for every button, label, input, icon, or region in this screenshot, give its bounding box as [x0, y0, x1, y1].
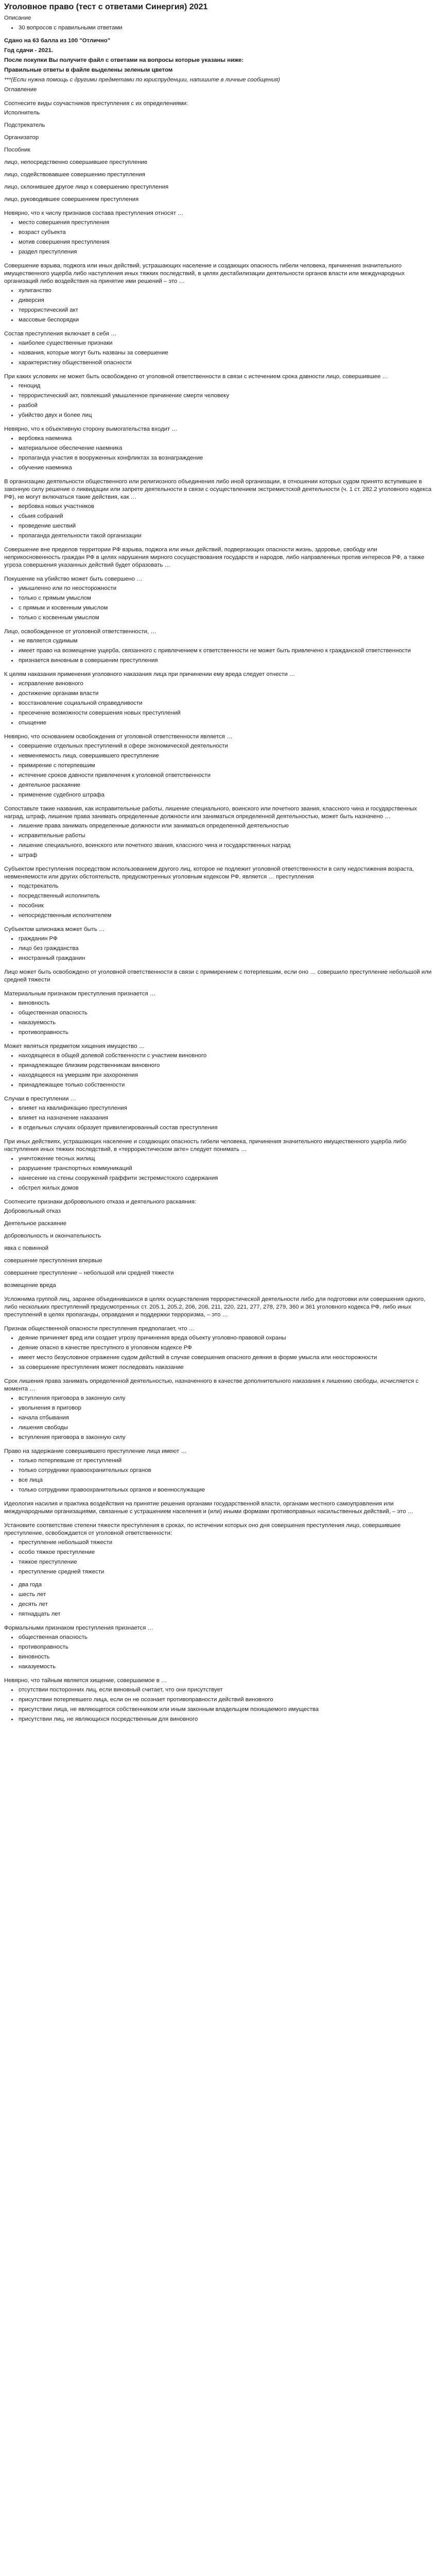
question-text: Формальными признаком преступления признается …	[4, 1625, 153, 1631]
answer-list	[4, 1581, 432, 1618]
answer-option: • невменяемость лица, совершившего преступление	[18, 752, 432, 760]
answer-option: • пропаганда участия в вооруженных конфликтах за вознаграждение	[18, 454, 432, 462]
question-text: Срок лишения права занимать определенной деятельностью, назначенного в качестве дополнительного наказания к лишению свободы, исчисляется с момента …	[4, 1378, 419, 1392]
document-header	[4, 14, 432, 94]
answer-option: • разбой	[18, 402, 432, 410]
question-text: Лицо, освобожденное от уголовной ответственности, …	[4, 629, 156, 635]
question-block	[4, 1677, 432, 1723]
answer-option: • отсутствии посторонних лиц, если виновный считает, что они присутствует	[18, 1686, 432, 1694]
answer-option: • террористический акт, повлекший умышленное причинение смерти человеку	[18, 392, 432, 400]
answer-option: • особо тяжкое преступление	[18, 1549, 432, 1556]
question-text: При каких условиях не может быть освобождено от уголовной ответственности в связи с истечением срока давности лицо, совершившее …	[4, 374, 389, 380]
answer-list	[4, 742, 432, 799]
answer-option: • примирение с потерпевшим	[18, 762, 432, 770]
question-block	[4, 1325, 432, 1371]
page-title: Уголовное право (тест с ответами Синергия) 2021	[4, 3, 208, 11]
answer-option: • массовые беспорядки	[18, 316, 432, 324]
answer-option: • увольнения в приговор	[18, 1404, 432, 1412]
answer-list	[4, 637, 432, 665]
match-item: Подстрекатель	[4, 122, 45, 128]
question-block	[4, 1448, 432, 1494]
answer-option: • имеет место безусловное отражение судом действий в случае совершения опасного деяния в форме умысла или неосторожности	[18, 1354, 432, 1362]
answer-option: • признается виновным в совершении преступления	[18, 657, 432, 665]
question-text: Усложнима группой лиц, заранее объединившихся в целях осуществления террористической деятельности либо для подготовки или совершения одного, либо нескольких преступлений предусмотренных ст. 205.1, 205.2, 206, 208, 211, 220, 221, 277, 278, 279, 360 и 361 уголовного кодекса РФ, либо иных преступлений в целях пропаганды, оправдания и поддержки терроризма, – это …	[4, 1296, 426, 1318]
answer-option: • деяние причиняет вред или создает угрозу причинения вреда объекту уголовно-правовой охраны	[18, 1334, 432, 1342]
match-item: лицо, содействовавшее совершению преступления	[4, 172, 145, 178]
answer-option: • раздел преступления	[18, 248, 432, 256]
answer-option: • иностранный гражданин	[18, 955, 432, 962]
question-text: Невярно, что основанием освобождения от уголовной ответственности является …	[4, 734, 233, 740]
question-block	[4, 426, 432, 472]
answer-option: • общественная опасность	[18, 1634, 432, 1641]
answer-option: • преступление небольшой тяжести	[18, 1539, 432, 1547]
answer-list	[4, 1334, 432, 1371]
question-block	[4, 1522, 432, 1576]
answer-option: • не является судимым	[18, 637, 432, 645]
answer-option: • лишение права занимать определенные должности или заниматься определенной деятельностью	[18, 822, 432, 830]
answer-option: • только сотрудники правоохранительных органов и военнослужащие	[18, 1486, 432, 1494]
answer-option: • истечение сроков давности привлечения к уголовной ответственности	[18, 772, 432, 779]
answer-list	[4, 219, 432, 256]
answer-option: • в отдельных случаях образует привилегированный состав преступления	[18, 1124, 432, 1132]
answer-option: • общественная опасность	[18, 1009, 432, 1017]
answer-list	[4, 287, 432, 324]
header-line: Сдано на 63 балла из 100 "Отлично"	[4, 38, 111, 44]
answer-option: • место совершения преступления	[18, 219, 432, 227]
answer-option: • пособник	[18, 902, 432, 910]
match-item: лицо, руководившее совершением преступления	[4, 196, 139, 202]
answer-option: • разрушение транспортных коммуникаций	[18, 1165, 432, 1173]
match-item: Пособник	[4, 147, 30, 153]
question-block	[4, 628, 432, 665]
answer-option: • убийство двух и более лиц	[18, 412, 432, 419]
answer-option: • применение судебного штрафа	[18, 791, 432, 799]
answer-list	[4, 435, 432, 472]
question-block	[4, 478, 432, 540]
question-block	[4, 969, 432, 984]
answer-option: • вступления приговора в законную силу	[18, 1395, 432, 1402]
answer-option: • виновность	[18, 999, 432, 1007]
question-block	[4, 1095, 432, 1132]
answer-option: • возраст субъекта	[18, 229, 432, 236]
answer-option: • посредственный исполнитель	[18, 892, 432, 900]
answer-option: • тяжкое преступление	[18, 1558, 432, 1566]
question-text: При иных действиях, устрашающих население и создающих опасность гибели человека, причинения значительного имущественного ущерба либо наступления иных тяжких последствий, в «террористическом акте» следует понимать …	[4, 1139, 407, 1153]
question-text: Покушение на убийство может быть совершено …	[4, 576, 143, 582]
answer-option: • влияет на назначение наказания	[18, 1114, 432, 1122]
answer-option: • обстрел жилых домов	[18, 1184, 432, 1192]
question-text: Невярно, что тайным является хищение, совершаемое в …	[4, 1677, 167, 1684]
question-text: Сопоставьте такие названия, как исправительные работы, лишение специального, воинского или почетного звания, классного чина и государственных наград, штраф, лишение права занимать определенные должности или заниматься определенной деятельностью, может быть назначено …	[4, 806, 417, 820]
question-text: Состав преступления включает в себя …	[4, 331, 117, 337]
match-item: Добровольный отказ	[4, 1208, 61, 1214]
answer-list	[4, 822, 432, 859]
answer-option: • лишение специального, воинского или почетного звания, классного чина и государственных наград	[18, 842, 432, 850]
answer-option: • только потерпевшие от преступлений	[18, 1457, 432, 1465]
answer-option: • виновность	[18, 1653, 432, 1661]
answer-option: • только с прямым умыслом	[18, 595, 432, 602]
answer-option: • достижение органами власти	[18, 690, 432, 698]
answer-option: • совершение отдельных преступлений в сфере экономической деятельности	[18, 742, 432, 750]
answer-option: • принадлежащее только собственности	[18, 1081, 432, 1089]
answer-option: • вербовка новых участников	[18, 503, 432, 511]
answer-option: • геноцид	[18, 382, 432, 390]
answer-option: • наказуемость	[18, 1663, 432, 1671]
header-line: Оглавление	[4, 87, 37, 93]
match-item: возмещение вреда	[4, 1282, 56, 1289]
answer-option: • характеристику общественной опасности	[18, 359, 432, 367]
answer-list	[4, 1155, 432, 1192]
answer-list	[4, 1539, 432, 1576]
question-block	[4, 1198, 432, 1290]
answer-option: • материальное обеспечение наемника	[18, 445, 432, 452]
question-text: К целям наказания применения уголовного наказания лица при причинении ему вреда следует отнести …	[4, 671, 295, 677]
match-item: совершение преступление – небольшой или средней тяжести	[4, 1270, 174, 1276]
header-line: После покупки Вы получите файл с ответами на вопросы которые указаны ниже:	[4, 57, 244, 63]
question-text: Лицо может быть освобождено от уголовной ответственности в связи с примирением с потерпевшим, если оно … совершило преступление небольшой или средней тяжести	[4, 969, 432, 983]
answer-list	[4, 1634, 432, 1671]
answer-option: • деяние опасно в качестве преступного в уголовном кодексе РФ	[18, 1344, 432, 1352]
answer-list	[4, 340, 432, 367]
answer-list	[4, 935, 432, 962]
answer-option: • влияет на квалификацию преступления	[18, 1105, 432, 1112]
answer-option: • наиболее существенные признаки	[18, 340, 432, 347]
answer-option: • два года	[18, 1581, 432, 1589]
answer-option: • проведение шествий	[18, 522, 432, 530]
question-text: Соотнесите признаки добровольного отказа и деятельного раскаяния:	[4, 1199, 197, 1205]
question-block	[4, 575, 432, 622]
answer-option: • пресечение возможности совершения новых преступлений	[18, 709, 432, 717]
answer-list	[4, 382, 432, 419]
question-text: Невярно, что к числу признаков состава преступления относят …	[4, 210, 184, 216]
answer-option: • умышленно или по неосторожности	[18, 585, 432, 592]
question-text: Случаи в преступлении …	[4, 1096, 76, 1102]
answer-option: • лишения свободы	[18, 1424, 432, 1432]
answer-option: • сбыия собраний	[18, 513, 432, 520]
question-block	[4, 1581, 432, 1618]
match-item: Деятельное раскаяние	[4, 1221, 67, 1227]
answer-list	[4, 503, 432, 540]
answer-option: • исправительные работы	[18, 832, 432, 840]
question-block	[4, 805, 432, 859]
answer-option: • противоправность	[18, 1643, 432, 1651]
answer-option: • преступление средней тяжести	[18, 1568, 432, 1576]
question-text: Совершение взрыва, поджога или иных действий, устрашающих население и создающих опасность гибели человека, причинения значительного имущественного ущерба либо наступления иных тяжких последствий, в целях дестабилизации деятельности органов власти или международных организаций либо воздействия на принятие ими решений – это …	[4, 263, 405, 284]
question-block	[4, 1624, 432, 1671]
answer-option: • находящееся на умершим при захоронения	[18, 1072, 432, 1079]
answer-list	[4, 1395, 432, 1442]
question-block	[4, 733, 432, 799]
question-block	[4, 1043, 432, 1089]
header-line: Правильные ответы в файле выделены зеленым цветом	[4, 67, 173, 73]
answer-option: • имеет право на возмещение ущерба, связанного с привлечением к ответственности не может быть привлечено к гражданской ответственности	[18, 647, 432, 655]
answer-option: • диверсия	[18, 297, 432, 304]
match-item: лицо, непосредственно совершившее преступление	[4, 159, 148, 165]
answer-option: • присутствии лица, не являющегося собственником или иным законным владельцем похищаемого имущества	[18, 1706, 432, 1714]
answer-option: • штраф	[18, 852, 432, 859]
answer-option: • десять лет	[18, 1601, 432, 1608]
question-block	[4, 262, 432, 324]
question-block	[4, 1296, 432, 1319]
question-text: Совершение вне пределов территории РФ взрыва, поджога или иных действий, подвергающих опасности жизнь, здоровье, свободу или неприкосновенность граждан РФ в целях нарушения мирного сосуществования государств и народов, либо направленных против интересов РФ, а также угроза совершения указанных действий будет образовать …	[4, 547, 425, 568]
answer-option: • непосредственным исполнителем	[18, 912, 432, 920]
answer-option: • противоправность	[18, 1029, 432, 1037]
answer-option: • наказуемость	[18, 1019, 432, 1027]
answer-option: • нанесение на стены сооружений граффити экстремистского содержания	[18, 1175, 432, 1182]
header-list-item: • 30 вопросов с правильными ответами	[18, 24, 432, 32]
match-item: лицо, склонившее другое лицо к совершению преступления	[4, 184, 169, 190]
answer-option: • мотив совершения преступления	[18, 239, 432, 246]
answer-option: • деятельное раскаяние	[18, 782, 432, 789]
answer-list	[4, 1686, 432, 1723]
answer-list	[4, 1457, 432, 1494]
match-item: совершение преступления впервые	[4, 1258, 102, 1264]
question-text: Может являться предметом хищения имущество …	[4, 1043, 145, 1049]
answer-list	[4, 999, 432, 1037]
answer-option: • принадлежащее близким родственникам виновного	[18, 1062, 432, 1070]
question-block	[4, 1378, 432, 1442]
question-block	[4, 1500, 432, 1516]
answer-option: • отыщение	[18, 719, 432, 727]
question-list	[4, 100, 432, 1723]
answer-option: • подстрекатель	[18, 883, 432, 890]
answer-option: • находящееся в общей долевой собственности с участием виновного	[18, 1052, 432, 1060]
answer-list	[4, 883, 432, 920]
question-block	[4, 210, 432, 256]
answer-option: • пятнадцать лет	[18, 1611, 432, 1618]
match-item: добровольность и окончательность	[4, 1233, 101, 1239]
answer-option: • присутствии потерпевшего лица, если он не осознает противоправности действий виновного	[18, 1696, 432, 1704]
question-block	[4, 373, 432, 419]
answer-option: • за совершение преступления может последовать наказание	[18, 1364, 432, 1371]
answer-option: • шесть лет	[18, 1591, 432, 1599]
answer-list	[4, 1105, 432, 1132]
answer-option: • обучение наемника	[18, 464, 432, 472]
question-block	[4, 671, 432, 727]
answer-option: • вербовка наемника	[18, 435, 432, 443]
answer-option: • восстановление социальной справедливости	[18, 700, 432, 707]
answer-option: • вступления приговора в законную силу	[18, 1434, 432, 1442]
answer-option: • пропаганда деятельности такой организации	[18, 532, 432, 540]
match-item: явка с повинной	[4, 1245, 49, 1251]
match-item: Исполнитель	[4, 110, 40, 116]
answer-option: • исправление виновного	[18, 680, 432, 688]
answer-list	[4, 680, 432, 727]
answer-option: • террористический акт	[18, 307, 432, 314]
question-block	[4, 990, 432, 1037]
question-text: Материальным признаком преступления признается …	[4, 991, 156, 997]
answer-option: • присутствии лиц, не являющихся посредственным для виновного	[18, 1716, 432, 1723]
header-line: ***(Если нужна помощь с другими предметами по юриспруденции, напишите в личные сообщения)	[4, 77, 280, 83]
question-block	[4, 866, 432, 920]
match-item: Организатор	[4, 134, 39, 141]
question-text: Невярно, что к объективную сторону вымогательства входит …	[4, 426, 178, 432]
answer-option: • только сотрудники правоохранительных органов	[18, 1467, 432, 1475]
header-line: Год сдачи - 2021.	[4, 47, 53, 54]
answer-option: • лицо без гражданства	[18, 945, 432, 953]
answer-option: • с прямым и косвенным умыслом	[18, 604, 432, 612]
question-text: Субъектом шпионажа может быть …	[4, 926, 105, 933]
question-block	[4, 926, 432, 962]
answer-option: • хулиганство	[18, 287, 432, 295]
question-block	[4, 546, 432, 569]
question-block	[4, 330, 432, 367]
question-text: Идеология насилия и практика воздействия на принятие решения органами государственной власти, органами местного самоуправления или международными организациями, связанные с устрашением населения и (или) иными формами противоправных насильственных действий, – это …	[4, 1501, 414, 1515]
answer-list	[4, 1052, 432, 1089]
header-line: Описание	[4, 15, 31, 21]
header-list	[4, 24, 432, 32]
question-text: Установите соответствие степени тяжести преступления в сроках, по истечении которых оно дня совершения преступления лицо, совершившее преступление, освобождается от уголовной ответственности:	[4, 1522, 401, 1536]
answer-option: • названия, которые могут быть названы за совершение	[18, 349, 432, 357]
answer-list	[4, 585, 432, 622]
answer-option: • начала отбывания	[18, 1414, 432, 1422]
question-text: Признак общественной опасности преступления предполагает, что …	[4, 1326, 195, 1332]
answer-option: • гражданин РФ	[18, 935, 432, 943]
answer-option: • уничтожение тесных жилищ	[18, 1155, 432, 1163]
question-text: В организацию деятельности общественного или религиозного объединения либо иной организации, в отношении которых судом принято вступившее в законную силу решение о ликвидации или запрете деятельности в связи с осуществлением экстремистской деятельности (ч. 1 ст. 282.2 уголовного кодекса РФ), не могут включаться такие действия, как …	[4, 479, 432, 500]
question-text: Право на задержание совершившего преступление лица имеют …	[4, 1448, 187, 1454]
question-text: Соотнесите виды соучастников преступления с их определениями:	[4, 100, 188, 107]
question-block	[4, 100, 432, 204]
question-text: Субъектом преступления посредством использованием другого лиц, которое не подлежит уголовной ответственности в силу недостижения возраста, невменяемости или других обстоятельств, предусмотренных уголовным кодексом РФ, является … преступления	[4, 866, 414, 880]
answer-option: • все лица	[18, 1477, 432, 1484]
answer-option: • только с косвенным умыслом	[18, 614, 432, 622]
question-block	[4, 1138, 432, 1192]
